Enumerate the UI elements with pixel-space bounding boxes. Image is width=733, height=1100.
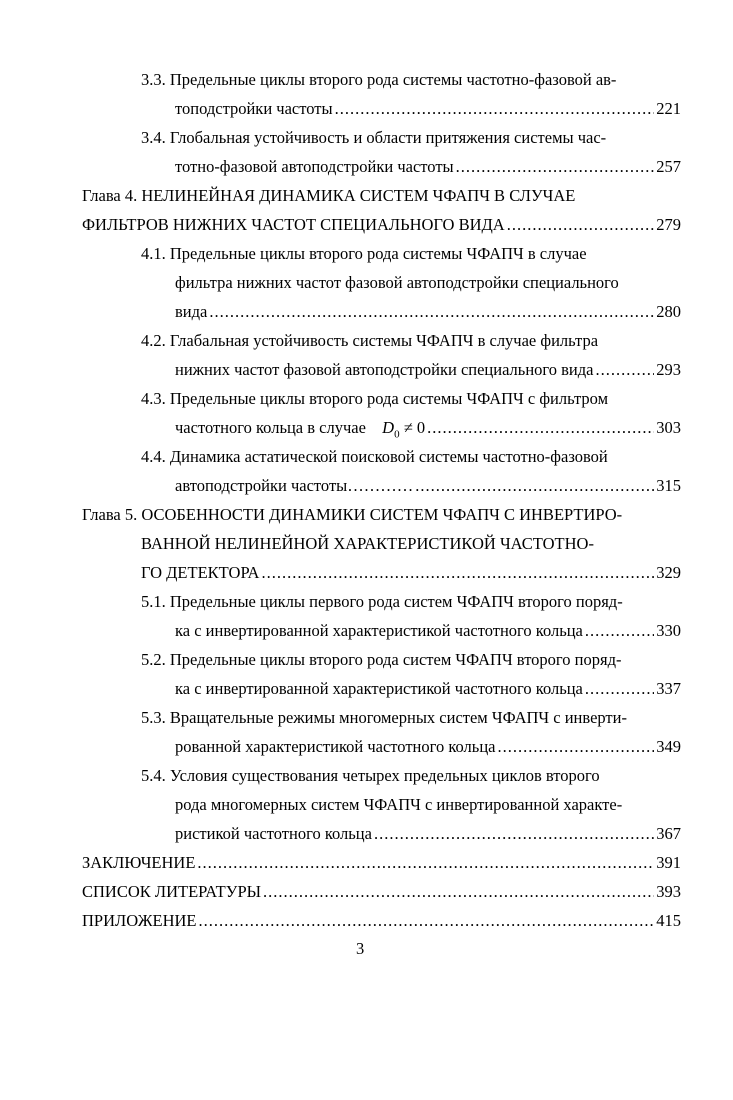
section-title: Условия существования четырех предельных циклов второго — [169, 766, 600, 785]
section-title: Вращательные режимы многомерных систем ЧФАПЧ с инверти- — [169, 708, 627, 727]
section-title: Глабальная устойчивость системы ЧФАПЧ в случае фильтра — [169, 331, 599, 350]
section-title: Динамика астатической поисковой системы частотно-фазовой — [169, 447, 608, 466]
page-ref: 279 — [656, 215, 681, 234]
chapter-label: Глава 4. — [82, 186, 138, 205]
dot-leader — [497, 737, 654, 757]
toc-chapter-4-line1 — [82, 186, 575, 206]
page-ref: 329 — [656, 563, 681, 582]
section-title-cont — [175, 418, 425, 444]
conclusion-title: ЗАКЛЮЧЕНИЕ — [82, 853, 196, 872]
toc-entry-5-3-line2[interactable] — [175, 737, 681, 757]
dot-leader — [507, 215, 655, 235]
section-title-cont: автоподстройки частоты………… — [175, 476, 414, 495]
section-title: Глобальная устойчивость и области притяжения системы час- — [169, 128, 607, 147]
toc-entry-5-4-line3[interactable] — [175, 824, 681, 844]
section-title: Предельные циклы второго рода системы ЧФАПЧ с фильтром — [169, 389, 609, 408]
chapter-title: ОСОБЕННОСТИ ДИНАМИКИ СИСТЕМ ЧФАПЧ С ИНВЕРТИРО- — [141, 505, 623, 524]
toc-appendix[interactable] — [82, 911, 681, 931]
toc-entry-3-3-line1 — [141, 70, 616, 90]
section-title-cont: рованной характеристикой частотного кольца — [175, 737, 496, 756]
section-title-cont: тотно-фазовой автоподстройки частоты — [175, 157, 454, 176]
page-ref: 221 — [656, 99, 681, 118]
section-number: 3.3. — [141, 70, 166, 89]
toc-entry-3-4-line1 — [141, 128, 606, 148]
page-ref: 393 — [656, 882, 681, 901]
toc-chapter-4-line2[interactable] — [82, 215, 681, 235]
page-ref: 280 — [656, 302, 681, 321]
toc-entry-5-3-line1 — [141, 708, 627, 728]
toc-conclusion[interactable] — [82, 853, 681, 873]
page-ref: 257 — [656, 157, 681, 176]
toc-entry-3-3-line2[interactable] — [175, 99, 681, 119]
section-number: 5.3. — [141, 708, 166, 727]
toc-entry-5-1-line1 — [141, 592, 623, 612]
section-title-cont: топодстройки частоты — [175, 99, 333, 118]
section-title-cont: ристикой частотного кольца — [175, 824, 372, 843]
section-title: Предельные циклы второго рода систем ЧФАПЧ второго поряд- — [169, 650, 622, 669]
toc-entry-5-2-line1 — [141, 650, 621, 670]
math-subscript: 0 — [394, 428, 400, 441]
toc-entry-5-4-line1 — [141, 766, 600, 786]
section-title-cont: вида — [175, 302, 208, 321]
toc-entry-3-4-line2[interactable] — [175, 157, 681, 177]
section-number: 4.3. — [141, 389, 166, 408]
math-relation: ≠ 0 — [399, 418, 426, 437]
toc-entry-4-1-line2 — [175, 273, 619, 293]
page-ref: 415 — [656, 911, 681, 930]
toc-entry-4-3-line2[interactable] — [175, 418, 681, 444]
section-number: 5.2. — [141, 650, 166, 669]
toc-entry-4-2-line1 — [141, 331, 598, 351]
appendix-title: ПРИЛОЖЕНИЕ — [82, 911, 197, 930]
dot-leader — [456, 157, 655, 177]
toc-entry-4-1-line3[interactable] — [175, 302, 681, 322]
section-number: 3.4. — [141, 128, 166, 147]
dot-leader — [263, 882, 654, 902]
toc-chapter-5-line3[interactable] — [141, 563, 681, 583]
page-ref: 349 — [656, 737, 681, 756]
toc-chapter-5-line2 — [141, 534, 594, 554]
dot-leader — [427, 418, 654, 438]
page-ref: 293 — [656, 360, 681, 379]
dot-leader — [585, 621, 654, 641]
dot-leader — [209, 302, 654, 322]
math-symbol: D — [382, 418, 395, 437]
section-title-cont: ка с инвертированной характеристикой частотного кольца — [175, 621, 583, 640]
section-title-cont: нижних частот фазовой автоподстройки специального вида — [175, 360, 594, 379]
section-title-cont: рода многомерных систем ЧФАПЧ с инвертированной характе- — [175, 795, 623, 814]
page-ref: 337 — [656, 679, 681, 698]
page-ref: 367 — [656, 824, 681, 843]
section-number: 5.4. — [141, 766, 166, 785]
toc-chapter-5-line1 — [82, 505, 622, 525]
toc-entry-5-2-line2[interactable] — [175, 679, 681, 699]
dot-leader — [415, 476, 654, 496]
chapter-title-cont: ВАННОЙ НЕЛИНЕЙНОЙ ХАРАКТЕРИСТИКОЙ ЧАСТОТНО- — [141, 534, 594, 553]
section-number: 5.1. — [141, 592, 166, 611]
section-title: Предельные циклы второго рода системы частотно-фазовой ав- — [169, 70, 617, 89]
chapter-title-cont: ФИЛЬТРОВ НИЖНИХ ЧАСТОТ СПЕЦИАЛЬНОГО ВИДА — [82, 215, 505, 234]
toc-entry-5-4-line2 — [175, 795, 622, 815]
toc-entry-4-4-line1 — [141, 447, 608, 467]
page-number: 3 — [356, 939, 365, 958]
section-title-cont: фильтра нижних частот фазовой автоподстройки специального — [175, 273, 619, 292]
chapter-title: НЕЛИНЕЙНАЯ ДИНАМИКА СИСТЕМ ЧФАПЧ В СЛУЧАЕ — [141, 186, 576, 205]
references-title: СПИСОК ЛИТЕРАТУРЫ — [82, 882, 262, 901]
toc-entry-4-3-line1 — [141, 389, 608, 409]
dot-leader — [197, 853, 654, 873]
toc-references[interactable] — [82, 882, 681, 902]
toc-entry-4-2-line2[interactable] — [175, 360, 681, 380]
chapter-label: Глава 5. — [82, 505, 138, 524]
toc-entry-4-1-line1 — [141, 244, 587, 264]
section-title-text: частотного кольца в случае — [175, 418, 366, 437]
dot-leader — [595, 360, 654, 380]
section-number: 4.2. — [141, 331, 166, 350]
page-ref: 391 — [656, 853, 681, 872]
section-title-cont: ка с инвертированной характеристикой частотного кольца — [175, 679, 583, 698]
chapter-title-cont: ГО ДЕТЕКТОРА — [141, 563, 260, 582]
toc-entry-4-4-line2[interactable] — [175, 476, 681, 496]
dot-leader — [585, 679, 654, 699]
dot-leader — [374, 824, 654, 844]
page-ref: 303 — [656, 418, 681, 437]
section-title: Предельные циклы второго рода системы ЧФАПЧ в случае — [169, 244, 587, 263]
toc-entry-5-1-line2[interactable] — [175, 621, 681, 641]
section-number: 4.4. — [141, 447, 166, 466]
page-ref: 330 — [656, 621, 681, 640]
dot-leader — [261, 563, 654, 583]
section-number: 4.1. — [141, 244, 166, 263]
page-ref: 315 — [656, 476, 681, 495]
dot-leader — [335, 99, 655, 119]
dot-leader — [198, 911, 654, 931]
section-title: Предельные циклы первого рода систем ЧФАПЧ второго поряд- — [169, 592, 623, 611]
